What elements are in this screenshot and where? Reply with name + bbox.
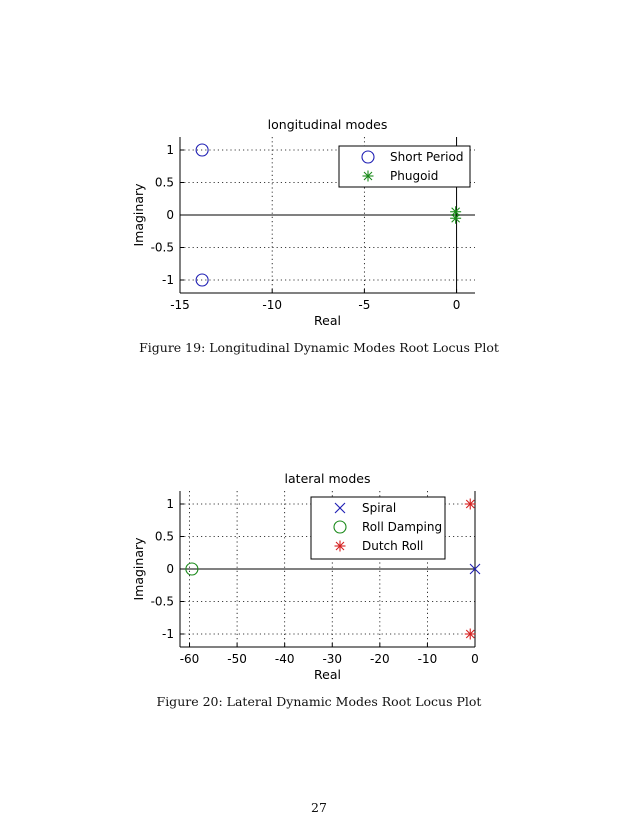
x-tick-label: -5 — [358, 298, 371, 312]
y-tick-label: 0.5 — [154, 529, 174, 544]
x-tick-label: 0 — [452, 298, 461, 312]
y-axis-label: Imaginary — [131, 183, 146, 247]
y-tick-label: -1 — [162, 627, 174, 641]
chart-title: longitudinal modes — [267, 117, 388, 132]
x-tick-label: -60 — [179, 652, 200, 666]
legend-label: Spiral — [362, 501, 397, 515]
legend-label: Roll Damping — [362, 520, 443, 534]
y-tick-label: 0.5 — [154, 175, 174, 190]
y-tick-label: 0 — [166, 208, 174, 222]
legend-label: Phugoid — [390, 169, 439, 183]
y-tick-label: 0 — [166, 562, 174, 576]
legend — [311, 497, 445, 559]
figure-19-caption: Figure 19: Longitudinal Dynamic Modes Root Locus Plot — [139, 340, 499, 355]
y-tick-label: -1 — [162, 273, 174, 287]
x-tick-label: 0 — [471, 652, 479, 666]
y-tick-label: -0.5 — [150, 594, 174, 609]
figure-20-caption: Figure 20: Lateral Dynamic Modes Root Locus Plot — [156, 694, 482, 709]
x-tick-label: -20 — [370, 652, 390, 666]
data-point — [465, 629, 476, 640]
legend-marker — [335, 541, 346, 552]
x-tick-label: -40 — [274, 652, 295, 666]
x-tick-label: -30 — [322, 652, 343, 666]
chart-title: lateral modes — [284, 471, 371, 486]
y-tick-label: -0.5 — [150, 240, 174, 255]
x-axis-label: Real — [314, 667, 341, 682]
legend-label: Dutch Roll — [362, 539, 424, 553]
x-tick-label: -50 — [227, 652, 247, 666]
y-tick-label: 1 — [166, 497, 174, 511]
x-tick-label: -10 — [262, 298, 282, 312]
legend-label: Short Period — [390, 150, 464, 164]
x-tick-label: -15 — [170, 298, 190, 312]
y-tick-label: 1 — [166, 143, 174, 157]
data-point — [465, 499, 476, 510]
y-axis-label: Imaginary — [131, 537, 146, 601]
x-axis-label: Real — [314, 313, 341, 328]
x-tick-label: -10 — [417, 652, 438, 666]
page-number: 27 — [311, 800, 327, 815]
